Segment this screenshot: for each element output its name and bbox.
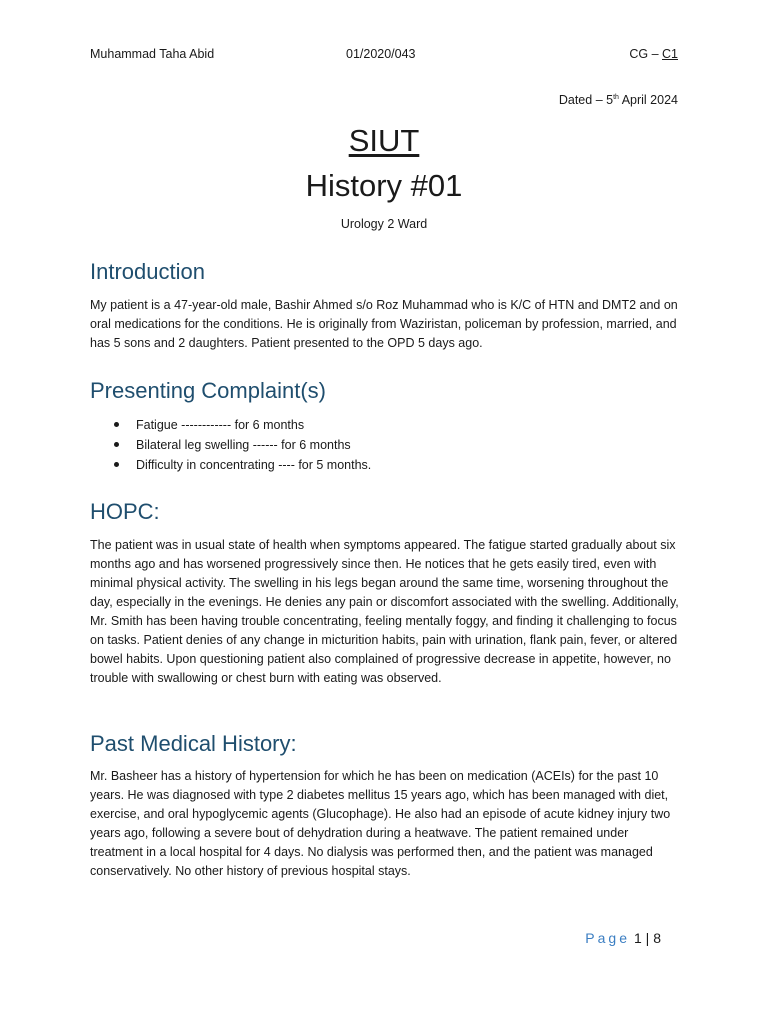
list-item	[90, 435, 371, 455]
heading-introduction: Introduction	[90, 259, 205, 284]
complaints-list	[90, 415, 371, 475]
list-item	[90, 455, 371, 475]
heading-presenting-complaints: Presenting Complaint(s)	[90, 378, 326, 403]
list-item	[90, 415, 371, 435]
page-number: 1 | 8	[634, 930, 661, 946]
bullet-icon	[114, 442, 119, 447]
date-rest: April 2024	[618, 93, 678, 107]
bullet-icon	[114, 462, 119, 467]
introduction-text: My patient is a 47-year-old male, Bashir Ahmed s/o Roz Muhammad who is K/C of HTN and DMT2 and on oral medications for the conditions. He is originally from Waziristan, policeman by profession, married, and has 5 sons and 2 daughters. Patient presented to the OPD 5 days ago.	[90, 298, 678, 350]
date-line	[559, 93, 678, 107]
date-prefix: Dated – 5	[558, 93, 614, 107]
doc-subtitle-ward: Urology 2 Ward	[340, 217, 428, 231]
date-ordinal: th	[613, 93, 619, 101]
page-header	[90, 47, 678, 63]
page-word: Page	[585, 930, 630, 946]
group-label	[629, 47, 678, 61]
heading-past-medical-history: Past Medical History:	[90, 731, 297, 756]
complaint-text: Fatigue ------------ for 6 months	[136, 418, 305, 432]
hopc-text: The patient was in usual state of health when symptoms appeared. The fatigue started gradually about six months ago and has worsened progressively since then. He notices that he gets easily tired, even with minimal physical activity. The swelling in his legs began around the same time, worsening throughout the day, especially in the evenings. He denies any pain or discomfort associated with the swelling. Additionally, Mr. Smith has been having trouble concentrating, feeling mentally foggy, and finding it challenging to focus on tasks. Patient denies of any change in micturition habits, pain with urination, flank pain, fever, or altered bowel habits. Upon questioning patient also complained of progressive decrease in appetite, however, no trouble with swallowing or chest burn with eating was observed.	[90, 538, 679, 685]
doc-title-history: History #01	[305, 168, 463, 203]
heading-hopc: HOPC:	[90, 499, 160, 524]
group-prefix: CG –	[629, 47, 663, 61]
student-id: 01/2020/043	[346, 47, 416, 61]
doc-title-institution: SIUT	[348, 123, 420, 158]
complaint-text: Difficulty in concentrating ---- for 5 months.	[136, 458, 372, 472]
complaint-text: Bilateral leg swelling ------ for 6 months	[136, 438, 351, 452]
group-code: C1	[662, 47, 678, 61]
student-name: Muhammad Taha Abid	[90, 47, 215, 61]
bullet-icon	[114, 422, 119, 427]
pmh-text: Mr. Basheer has a history of hypertension for which he has been on medication (ACEIs) for the past 10 years. He was diagnosed with type 2 diabetes mellitus 15 years ago, which has been managed with diet, exercise, and oral hypoglycemic agents (Glucophage). He also had an episode of acute kidney injury two years ago, following a severe bout of dehydration during a heatwave. The patient remained under treatment in a local hospital for 4 days. No dialysis was performed then, and the patient was managed conservatively. No other history of previous hospital stays.	[90, 769, 671, 878]
page-footer	[585, 930, 661, 946]
